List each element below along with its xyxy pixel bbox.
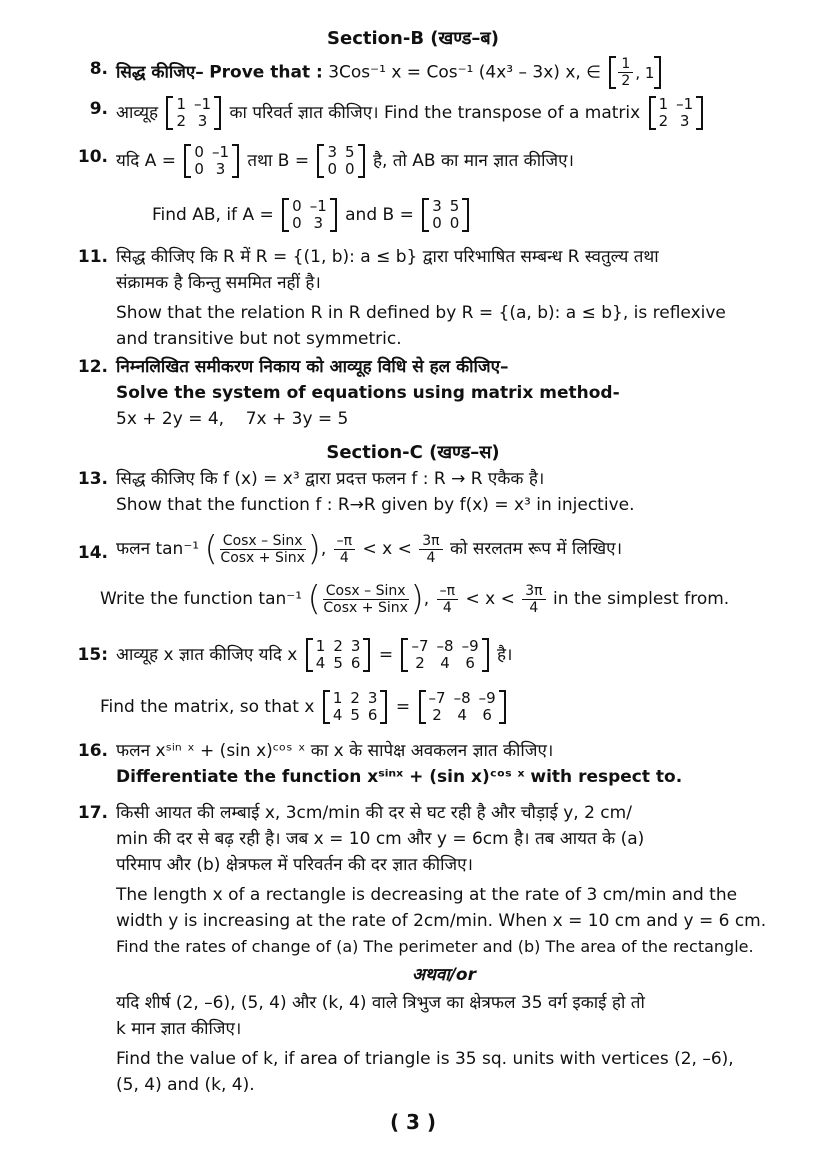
matrix-b: 3 5 0 0 (317, 144, 364, 178)
question-number: 15: (77, 645, 108, 665)
question-12: 12. निम्नलिखित समीकरण निकाय को आव्यूह विधि से हल कीजिए– Solve the system of equations using matrix method- 5x + 2y = 4, 7x + 3y = 5 (72, 354, 752, 432)
question-8 (72, 56, 752, 89)
question-number: 9. (89, 99, 108, 119)
matrix-b: 3 5 0 0 (422, 198, 469, 232)
english-text: Prove that : (209, 62, 323, 83)
question-number: 13. (77, 469, 108, 489)
hindi-text: सिद्ध कीजिए– (116, 62, 204, 83)
question-number: 14. (77, 543, 108, 563)
fraction: $\frac{1}{2}$ (618, 56, 633, 89)
question-13: 13. सिद्ध कीजिए कि f (x) = x³ द्वारा प्रदत्त फलन f : R → R एकैक है। Show that the function f : R→R given by f(x) = x³ in injective. (72, 466, 752, 518)
english-text: Find the transpose of a matrix (384, 103, 641, 123)
page-number: ( 3 ) (389, 1110, 437, 1134)
question-17: 17. किसी आयत की लम्बाई x, 3cm/min की दर से घट रही है और चौड़ाई y, 2 cm/ min की दर से बढ़ रही है। जब x = 10 cm और y = 6cm है। तब आयत के (a) परिमाप और (b) क्षेत्रफल में परिवर्तन की दर ज्ञात कीजिए। The length x of a rectangle is decreasing at the rate of 3 cm/min and the width y is increasing at the rate of 2cm/min. When x = 10 cm and y = 6 cm. Find the rates of change of (a) The perimeter and (b) The area of the rectangle. अथवा/or यदि शीर्ष (2, –6), (5, 4) और (k, 4) वाले त्रिभुज का क्षेत्रफल 35 वर्ग इकाई हो तो k मान ज्ञात कीजिए। Find the value of k, if area of triangle is 35 sq. units with vertices (2, –6), (5, 4) and (k, 4). (72, 800, 772, 1098)
question-15: 15: आव्यूह x ज्ञात कीजिए यदि x 1 2 3 4 5 6 = –7 –8 –9 2 4 6 है। Find the matrix, so that x 1 2 3 4 5 6 = –7 –8 –9 2 4 6 (72, 638, 752, 724)
matrix: 1 –1 2 3 (649, 96, 704, 130)
question-11: 11. सिद्ध कीजिए कि R में R = {(1, b): a ≤ b} द्वारा परिभाषित सम्बन्ध R स्वतुल्य तथा संक्रामक है किन्तु सममित नहीं है। Show that the relation R in R defined by R = {(a, b): a ≤ b}, is reflexive and transitive but not symmetric. (72, 244, 752, 352)
question-14: 14. फलन tan⁻¹ ( $\frac{\text{Cosx – Sinx}}{\text{Cosx + Sinx}}$ ) , $\frac{-\pi}{4}$ < x < $\frac{3\pi}{4}$ को सरलतम रूप में लिखिए। Write the function tan⁻¹ ( $\frac{\text{Cosx – Sinx}}{\text{Cosx + Sinx}}$ ) , $\frac{-\pi}{4}$ < x < $\frac{3\pi}{4}$ in the simplest from. (72, 532, 752, 616)
question-9 (72, 96, 752, 130)
or-divider: अथवा/or (412, 965, 476, 985)
section-c-heading: Section-C (खण्ड–स) (326, 442, 500, 463)
question-number: 10. (77, 147, 108, 167)
question-number: 16. (77, 741, 108, 761)
question-number: 17. (77, 803, 108, 823)
interval: $\frac{1}{2}$ , 1 (609, 56, 661, 89)
matrix: 1 –1 2 3 (166, 96, 221, 130)
hindi-text: आव्यूह (116, 103, 159, 123)
section-b-heading: Section-B (खण्ड–ब) (327, 28, 499, 49)
question-number: 8. (89, 59, 108, 79)
matrix-a: 0 –1 0 3 (184, 144, 239, 178)
question-number: 12. (77, 357, 108, 377)
matrix-a: 0 –1 0 3 (282, 198, 337, 232)
question-10: 10. यदि A = 0 –1 0 3 तथा B = 3 5 0 0 है, तो AB का मान ज्ञात कीजिए। Find AB, if A = 0 –1 0 3 and B = 3 5 0 0 (72, 144, 752, 232)
question-number: 11. (77, 247, 108, 267)
equation: 3Cos⁻¹ x = Cos⁻¹ (4x³ – 3x) x, ∈ (328, 62, 601, 83)
question-16: 16. फलन xˢⁱⁿ ˣ + (sin x)ᶜᵒˢ ˣ का x के सापेक्ष अवकलन ज्ञात कीजिए। Differentiate the function xˢⁱⁿˣ + (sin x)ᶜᵒˢ ˣ with respect to. (72, 738, 752, 790)
hindi-text: का परिवर्त ज्ञात कीजिए। (229, 103, 379, 123)
